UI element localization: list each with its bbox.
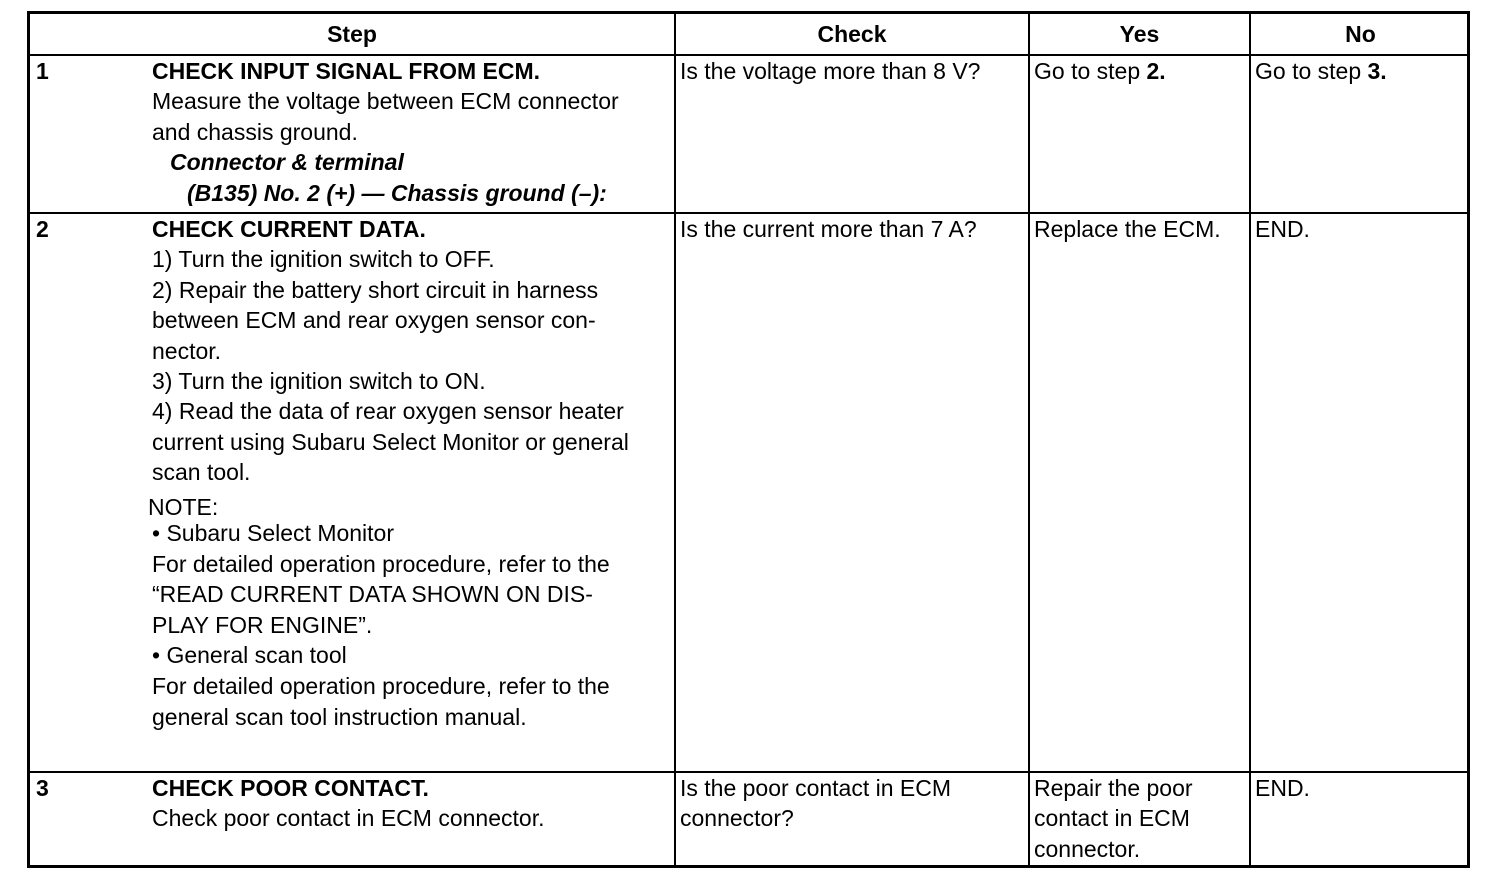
yes-text: Go to step bbox=[1034, 58, 1147, 84]
check-text: Is the poor contact in ECM bbox=[680, 775, 952, 801]
check-text: Is the current more than 7 A? bbox=[680, 216, 977, 242]
connector-value: (B135) No. 2 (+) — Chassis ground (–): bbox=[187, 179, 607, 206]
step-number: 3 bbox=[36, 775, 49, 801]
step-number: 1 bbox=[36, 58, 49, 84]
note-text: • Subaru Select Monitor bbox=[152, 520, 395, 546]
step-text: 2) Repair the battery short circuit in harness bbox=[152, 276, 599, 303]
yes-cell bbox=[1034, 214, 1221, 244]
step-text: 3) Turn the ignition switch to ON. bbox=[152, 368, 486, 395]
note-text: “READ CURRENT DATA SHOWN ON DIS- bbox=[152, 581, 593, 608]
no-step-ref: 3. bbox=[1367, 58, 1387, 84]
yes-text: Replace the ECM. bbox=[1034, 216, 1221, 242]
no-text: END. bbox=[1255, 216, 1310, 242]
note-content bbox=[152, 518, 610, 732]
no-cell bbox=[1255, 773, 1310, 803]
yes-step-ref: 2. bbox=[1146, 58, 1166, 84]
check-cell bbox=[680, 56, 980, 86]
step-text: 1) Turn the ignition switch to OFF. bbox=[152, 246, 495, 273]
step-text: Measure the voltage between ECM connector bbox=[152, 88, 619, 115]
step-text: 4) Read the data of rear oxygen sensor heater bbox=[152, 398, 624, 425]
step-content bbox=[152, 56, 619, 208]
no-text: Go to step bbox=[1255, 58, 1368, 84]
step-text: between ECM and rear oxygen sensor con- bbox=[152, 307, 596, 334]
yes-text: Repair the poor bbox=[1034, 775, 1193, 801]
step-text: scan tool. bbox=[152, 459, 251, 486]
column-divider bbox=[1249, 14, 1251, 865]
step-title: CHECK INPUT SIGNAL FROM ECM. bbox=[152, 58, 541, 84]
header-check: Check bbox=[817, 20, 887, 47]
step-text: Check poor contact in ECM connector. bbox=[152, 805, 545, 832]
check-text: Is the voltage more than 8 V? bbox=[680, 58, 981, 84]
step-text: and chassis ground. bbox=[152, 118, 358, 145]
step-content bbox=[152, 773, 544, 834]
step-text: nector. bbox=[152, 337, 222, 364]
column-divider bbox=[674, 14, 676, 865]
header-step: Step bbox=[327, 20, 377, 47]
check-cell bbox=[680, 214, 977, 244]
header-no: No bbox=[1345, 20, 1376, 47]
note-text: • General scan tool bbox=[152, 642, 347, 669]
note-text: general scan tool instruction manual. bbox=[152, 703, 527, 730]
step-title: CHECK CURRENT DATA. bbox=[152, 216, 426, 242]
step-content bbox=[152, 214, 629, 488]
yes-cell bbox=[1034, 56, 1166, 86]
column-divider bbox=[1028, 14, 1030, 865]
yes-cell bbox=[1034, 773, 1193, 864]
note-text: For detailed operation procedure, refer to the bbox=[152, 672, 610, 699]
yes-text: connector. bbox=[1034, 835, 1141, 862]
note-label: NOTE: bbox=[148, 494, 219, 520]
note-text: PLAY FOR ENGINE”. bbox=[152, 611, 373, 638]
note-text: For detailed operation procedure, refer to the bbox=[152, 550, 610, 577]
no-cell bbox=[1255, 214, 1310, 244]
diagnostic-table bbox=[27, 11, 1470, 868]
connector-label: Connector & terminal bbox=[170, 149, 404, 176]
no-cell bbox=[1255, 56, 1387, 86]
step-title: CHECK POOR CONTACT. bbox=[152, 775, 429, 801]
header-yes: Yes bbox=[1119, 20, 1160, 47]
check-cell bbox=[680, 773, 951, 834]
check-text: connector? bbox=[680, 805, 794, 832]
step-number: 2 bbox=[36, 216, 49, 242]
no-text: END. bbox=[1255, 775, 1310, 801]
yes-text: contact in ECM bbox=[1034, 805, 1190, 832]
step-text: current using Subaru Select Monitor or general bbox=[152, 428, 629, 455]
